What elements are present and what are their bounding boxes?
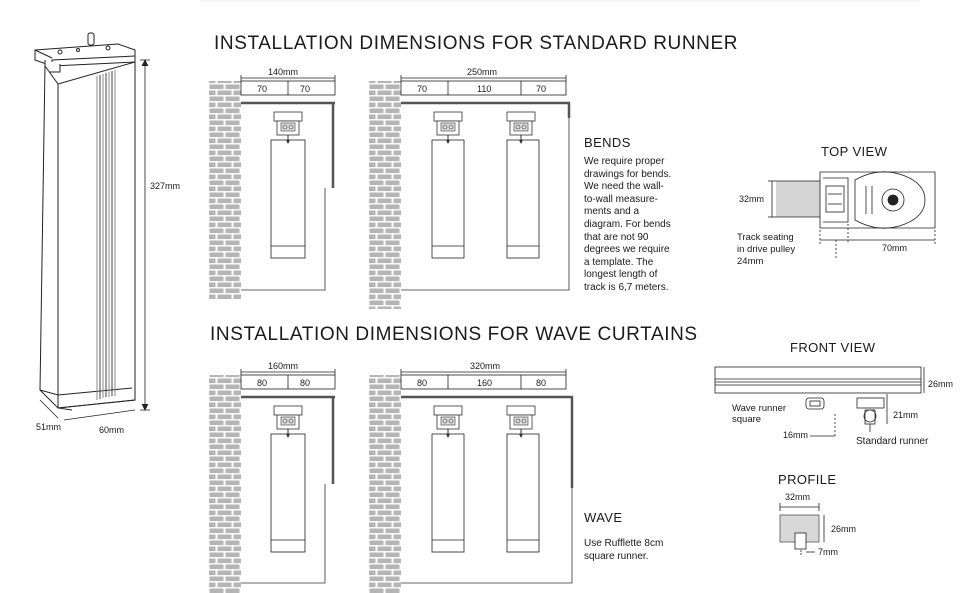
front-view-height: 26mm [928, 379, 954, 389]
bends-line: We require proper [584, 156, 665, 167]
standard-runner-dim: 21mm [893, 410, 919, 420]
standard-double-diagram [369, 75, 570, 309]
wave-line: square runner. [584, 550, 649, 562]
wave-note [584, 538, 704, 563]
wave-double-part-3: 80 [536, 378, 547, 388]
bends-note [584, 156, 704, 295]
motor-drawing [35, 33, 135, 410]
standard-single-part-2: 70 [300, 84, 311, 94]
wave-double-total: 320mm [470, 361, 501, 371]
standard-double-part-2: 110 [477, 84, 492, 94]
standard-double-part-3: 70 [536, 84, 547, 94]
standard-runner-label: Standard runner [856, 436, 929, 447]
wave-runner-line: Wave runner [732, 403, 787, 414]
standard-single-total: 140mm [268, 67, 299, 77]
motor-height-label: 327mm [150, 181, 181, 191]
bends-line: longest length of [584, 269, 658, 281]
wave-runner-line: square [732, 414, 762, 425]
track-seating-line: in drive pulley [737, 244, 796, 255]
wave-line: Use Rufflette 8cm [584, 538, 664, 549]
bends-line: a template. The [584, 256, 654, 268]
bends-line: to-wall measure- [584, 193, 658, 205]
bends-title: BENDS [584, 135, 631, 150]
bends-line: drawings for bends. [584, 168, 672, 180]
wave-runner-dim: 16mm [783, 430, 809, 440]
wave-double-part-1: 80 [417, 378, 428, 388]
wave-single-diagram [209, 369, 335, 593]
track-seating-label [737, 232, 795, 268]
bends-line: diagram. For bends [584, 218, 671, 230]
top-view-length: 70mm [882, 243, 908, 253]
profile-title: PROFILE [778, 472, 837, 487]
motor-width-label: 60mm [99, 425, 125, 435]
profile-width: 32mm [785, 492, 811, 502]
track-seating-line: Track seating [737, 232, 794, 243]
wave-curtains-heading: INSTALLATION DIMENSIONS FOR WAVE CURTAINS [210, 324, 698, 345]
standard-single-diagram [209, 75, 335, 299]
bends-line: We need the wall- [584, 181, 664, 193]
profile-height: 26mm [831, 524, 857, 534]
bends-line: track is 6,7 meters. [584, 281, 669, 293]
bends-line: ments and a [584, 206, 640, 218]
wave-title: WAVE [584, 510, 623, 525]
top-view-title: TOP VIEW [821, 144, 888, 159]
bends-line: degrees we require [584, 244, 670, 256]
track-seating-line: 24mm [737, 256, 764, 267]
bends-line: that are not 90 [584, 231, 649, 243]
profile-gap: 7mm [818, 547, 838, 557]
wave-single-part-2: 80 [300, 378, 311, 388]
top-view-height: 32mm [739, 194, 765, 204]
wave-single-part-1: 80 [257, 378, 268, 388]
motor-depth-label: 51mm [36, 422, 62, 432]
standard-single-part-1: 70 [257, 84, 268, 94]
standard-double-part-1: 70 [417, 84, 428, 94]
front-view-drawing [715, 367, 924, 436]
wave-double-part-2: 160 [477, 378, 493, 388]
standard-double-total: 250mm [467, 67, 498, 77]
front-view-title: FRONT VIEW [790, 340, 876, 355]
wave-runner-label [732, 403, 786, 425]
wave-double-diagram [369, 369, 573, 593]
standard-runner-heading: INSTALLATION DIMENSIONS FOR STANDARD RUNNER [214, 33, 739, 54]
wave-single-total: 160mm [268, 361, 299, 371]
